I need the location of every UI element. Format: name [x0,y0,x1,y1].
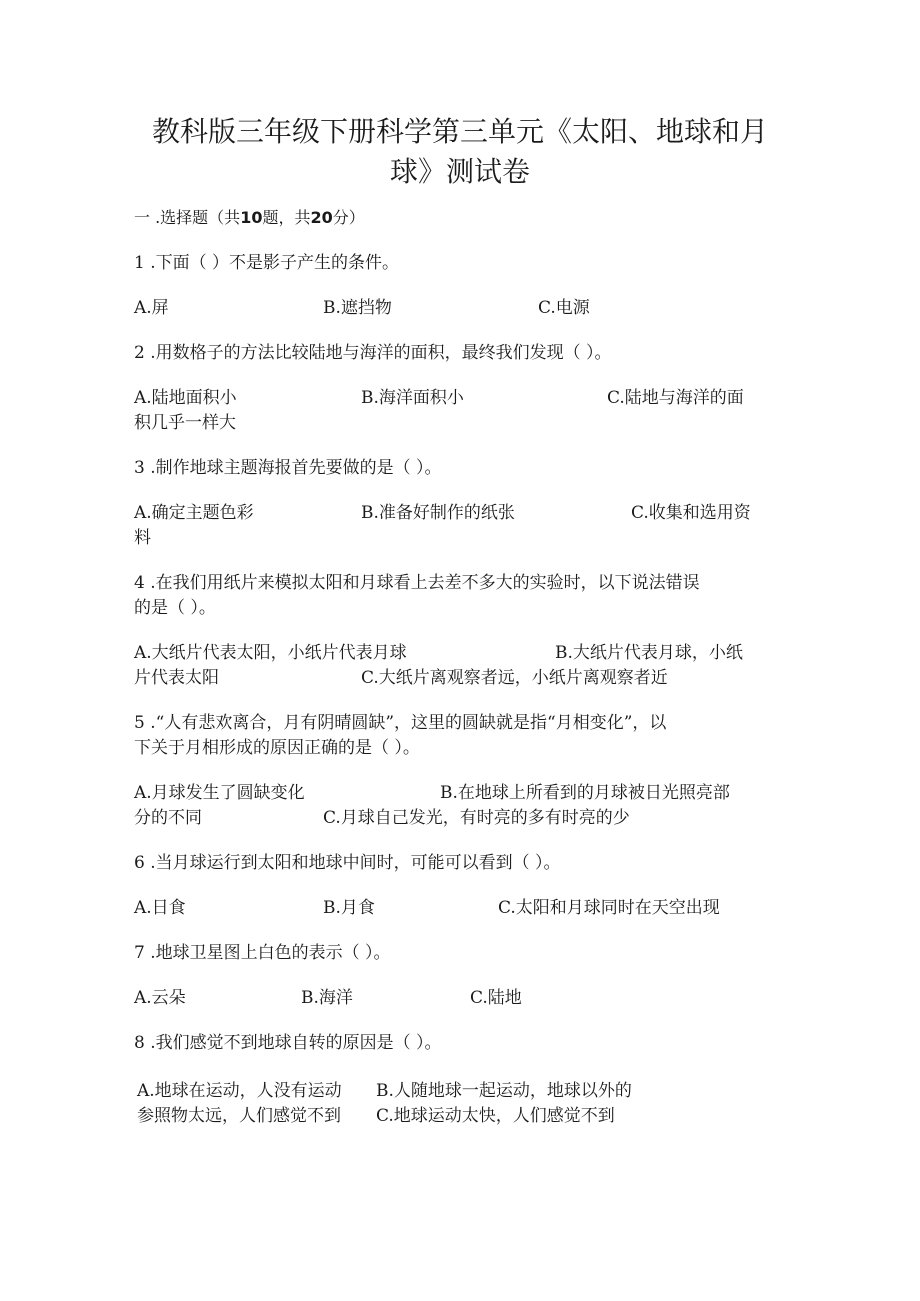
question-5-stem-cont: 下关于月相形成的原因正确的是（ ）。 [134,738,420,758]
question-2-option-c: C.陆地与海洋的面 [607,388,744,408]
question-2-option-b: B.海洋面积小 [361,388,464,408]
question-5-option-c: C.月球自己发光，有时亮的多有时亮的少 [323,808,630,828]
document-title [120,112,800,192]
question-6-option-a: A.日食 [134,898,186,918]
question-8-option-b-cont: 参照物太远，人们感觉不到 [137,1106,341,1126]
question-5-option-b-cont: 分的不同 [134,808,202,828]
section-suffix: 分） [332,208,365,227]
question-8-stem: 8 .我们感觉不到地球自转的原因是（ ）。 [134,1033,442,1053]
question-4-stem-cont: 的是（ ）。 [134,598,216,618]
question-3-option-c: C.收集和选用资 [631,503,751,523]
question-5-option-b: B.在地球上所看到的月球被日光照亮部 [440,783,730,803]
question-1-stem: 1 .下面（ ）不是影子产生的条件。 [134,253,400,273]
question-7-option-b: B.海洋 [301,988,353,1008]
total-points: 20 [310,208,333,227]
question-6-option-b: B.月食 [323,898,375,918]
question-1-option-a: A.屏 [134,298,169,318]
question-6-stem: 6 .当月球运行到太阳和地球中间时，可能可以看到（ ）。 [134,853,561,873]
question-6-option-c: C.太阳和月球同时在天空出现 [498,898,720,918]
question-5-option-a: A.月球发生了圆缺变化 [134,783,305,803]
section-heading [134,206,365,230]
question-1-option-c: C.电源 [538,298,590,318]
question-count: 10 [240,208,263,227]
question-7-stem: 7 .地球卫星图上白色的表示（ ）。 [134,943,391,963]
question-3-option-b: B.准备好制作的纸张 [361,503,515,523]
question-3-option-c-cont: 料 [134,528,151,548]
question-4-option-c: C.大纸片离观察者远，小纸片离观察者近 [361,668,668,688]
question-8-option-a: A.地球在运动，人没有运动 [137,1081,342,1101]
question-4-option-a: A.大纸片代表太阳，小纸片代表月球 [134,643,407,663]
question-8-option-b: B.人随地球一起运动，地球以外的 [376,1081,632,1101]
section-mid: 题，共 [262,208,311,227]
title-line-1: 教科版三年级下册科学第三单元《太阳、地球和月 [151,115,768,148]
question-7-option-c: C.陆地 [470,988,522,1008]
question-7-option-a: A.云朵 [134,988,186,1008]
question-3-option-a: A.确定主题色彩 [134,503,254,523]
question-4-option-b: B.大纸片代表月球，小纸 [555,643,743,663]
question-3-stem: 3 .制作地球主题海报首先要做的是（ ）。 [134,458,442,478]
question-5-stem: 5 .“人有悲欢离合，月有阴晴圆缺”，这里的圆缺就是指“月相变化”，以 [134,713,667,733]
question-1-option-b: B.遮挡物 [323,298,392,318]
title-line-2: 球》测试卷 [389,155,530,188]
question-8-option-c: C.地球运动太快，人们感觉不到 [376,1106,615,1126]
section-prefix: 一 .选择题（共 [134,208,241,227]
question-4-option-b-cont: 片代表太阳 [134,668,219,688]
question-2-option-a: A.陆地面积小 [134,388,237,408]
question-2-stem: 2 .用数格子的方法比较陆地与海洋的面积，最终我们发现（ ）。 [134,343,612,363]
question-2-option-c-cont: 积几乎一样大 [134,413,236,433]
question-4-stem: 4 .在我们用纸片来模拟太阳和月球看上去差不多大的实验时，以下说法错误 [134,573,700,593]
